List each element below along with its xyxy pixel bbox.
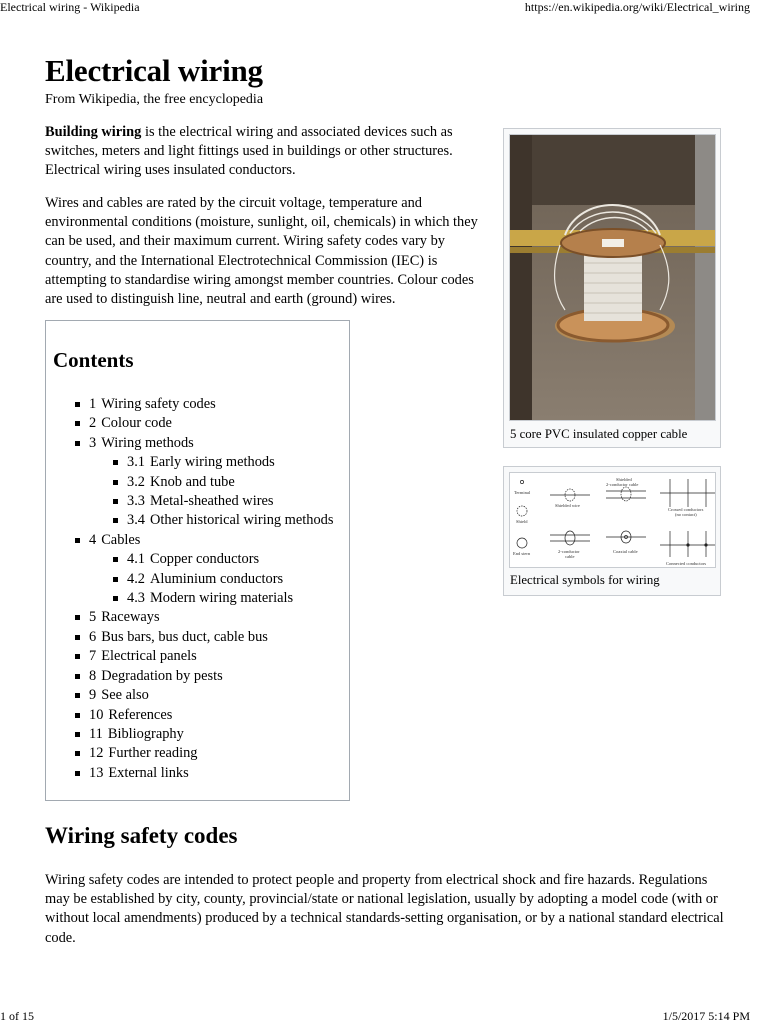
toc-item[interactable]: [75, 589, 350, 608]
toc-item-number: 1: [89, 396, 97, 412]
symbol-label-no-contact: (no contact): [675, 512, 697, 517]
bullet-icon: [75, 674, 80, 679]
symbol-label-coaxial: Coaxial cable: [613, 549, 638, 554]
section-paragraph-wiring-safety-codes: Wiring safety codes are intended to protect people and property from electrical shock and fire hazards. Regulations may be established by city, county, provincial/state or national legislation, usually by adopting a model code (with or without local amendments) produced by a technical standards-setting organisation, or by a national standard electrical code.: [45, 872, 724, 946]
toc-item-number: 12: [89, 745, 104, 762]
toc-item[interactable]: [75, 686, 350, 705]
toc-item-label[interactable]: External links: [108, 764, 189, 781]
cable-photo[interactable]: [509, 134, 716, 421]
symbol-label-terminal: Terminal: [514, 490, 531, 495]
intro-paragraph: [45, 123, 490, 181]
toc-item[interactable]: [75, 453, 350, 472]
toc-item-label[interactable]: See also: [101, 687, 149, 704]
toc-item-number: 9: [89, 687, 97, 704]
section-heading-wiring-safety-codes: Wiring safety codes: [45, 823, 238, 848]
bullet-icon: [113, 596, 118, 601]
toc-item-label[interactable]: Modern wiring materials: [150, 590, 294, 607]
bullet-icon: [75, 732, 80, 737]
toc-item-number: 10: [89, 706, 104, 723]
toc-item-number: 3.2: [127, 473, 145, 490]
bullet-icon: [113, 480, 118, 485]
symbols-diagram[interactable]: [509, 472, 716, 568]
symbol-label-two-conductor: 2-conductor: [558, 549, 580, 554]
toc-item-number: 4.3: [127, 590, 145, 607]
page-count: 1 of 15: [0, 1009, 34, 1023]
toc-item-label[interactable]: Further reading: [108, 745, 198, 762]
symbol-label-shielded: Shielded: [616, 477, 632, 482]
toc-item-label[interactable]: Knob and tube: [150, 473, 235, 490]
print-datetime: 1/5/2017 5:14 PM: [662, 1009, 750, 1023]
toc-item-number: 5: [89, 609, 97, 626]
symbol-label-connected: Connected conductors: [666, 561, 707, 566]
toc-item-number: 3.3: [127, 493, 145, 510]
page-title: Electrical wiring: [45, 53, 263, 88]
toc-item[interactable]: [75, 764, 350, 783]
wiring-symbols-image: [510, 473, 716, 568]
symbol-label-cable: cable: [565, 554, 575, 559]
symbols-figure: [503, 466, 721, 596]
toc-item-number: 4: [89, 531, 97, 548]
toc-item-number: 2: [89, 415, 97, 432]
toc-item[interactable]: [75, 434, 350, 453]
toc-item[interactable]: [75, 647, 350, 666]
toc-item[interactable]: [75, 395, 350, 414]
symbols-caption: Electrical symbols for wiring: [510, 573, 660, 587]
toc-item[interactable]: [75, 667, 350, 686]
bullet-icon: [113, 557, 118, 562]
toc-item-number: 3.4: [127, 512, 145, 529]
toc-item[interactable]: [75, 473, 350, 492]
intro-text: is the electrical wiring and associated devices such as switches, meters and light fittings used in buildings or other structures. Electrical wiring uses insulated conductors.: [45, 124, 453, 179]
toc-item-number: 3.1: [127, 454, 145, 471]
bullet-icon: [75, 693, 80, 698]
toc-item-label[interactable]: Wiring safety codes: [101, 396, 216, 412]
cable-caption: 5 core PVC insulated copper cable: [510, 427, 688, 441]
toc-item-number: 4.1: [127, 551, 145, 568]
toc-item-label[interactable]: Raceways: [101, 609, 160, 626]
cable-reel-image: [510, 135, 716, 421]
toc-item-label[interactable]: Copper conductors: [150, 551, 260, 568]
bullet-icon: [113, 577, 118, 582]
bullet-icon: [75, 635, 80, 640]
toc-item-label[interactable]: Degradation by pests: [101, 667, 223, 684]
toc-item[interactable]: [75, 511, 350, 530]
toc-item-label[interactable]: Wiring methods: [101, 434, 194, 451]
cable-figure: [503, 128, 721, 448]
toc-item[interactable]: [75, 628, 350, 647]
toc-item-label[interactable]: Other historical wiring methods: [150, 512, 334, 529]
toc-item-number: 7: [89, 648, 97, 665]
toc-item[interactable]: [75, 531, 350, 550]
intro-bold-term: Building wiring: [45, 124, 142, 140]
toc-item-label[interactable]: Metal-sheathed wires: [150, 493, 274, 510]
bullet-icon: [75, 421, 80, 426]
symbol-label-shield: Shield: [516, 519, 528, 524]
toc-item-number: 4.2: [127, 570, 145, 587]
page-subtitle: From Wikipedia, the free encyclopedia: [45, 92, 264, 107]
toc-item[interactable]: [75, 608, 350, 627]
bullet-icon: [75, 441, 80, 446]
toc-item-label[interactable]: Cables: [101, 531, 141, 548]
bullet-icon: [75, 654, 80, 659]
bullet-icon: [113, 460, 118, 465]
symbol-label-shielded-wire: Shielded wire: [555, 503, 580, 508]
bullet-icon: [113, 499, 118, 504]
toc-item-label[interactable]: Colour code: [101, 415, 172, 432]
rating-paragraph: Wires and cables are rated by the circuit voltage, temperature and environmental conditions (moisture, sunlight, oil, chemicals) in which they can be used, and their maximum current. Wiring safety codes vary by country, and the International Electrotechnical Commission (IEC) is attempting to standardise wiring amongst member countries. Colour codes are used to distinguish line, neutral and earth (ground) wires.: [45, 195, 478, 308]
toc-item[interactable]: [75, 550, 350, 569]
toc-item-label[interactable]: Bibliography: [107, 725, 184, 742]
bullet-icon: [75, 713, 80, 718]
toc-item-label[interactable]: Bus bars, bus duct, cable bus: [101, 628, 268, 645]
toc-item[interactable]: [75, 492, 350, 511]
toc-item-number: 6: [89, 628, 97, 645]
bullet-icon: [75, 771, 80, 776]
toc-item-number: 8: [89, 667, 97, 684]
toc-item-number: 3: [89, 434, 97, 451]
toc-title: Contents: [53, 348, 134, 372]
toc-item[interactable]: [75, 725, 350, 744]
toc-item[interactable]: [75, 414, 350, 433]
browser-page-title: Electrical wiring - Wikipedia: [0, 0, 140, 14]
toc-item-label[interactable]: References: [108, 706, 173, 723]
symbol-label-shielded-cable: 2-conductor cable: [606, 482, 639, 487]
toc-item-label[interactable]: Aluminium conductors: [150, 570, 284, 587]
toc-item-label[interactable]: Electrical panels: [101, 648, 197, 665]
symbol-label-crossed: Crossed conductors: [668, 507, 704, 512]
table-of-contents: [45, 320, 350, 801]
toc-item[interactable]: [75, 570, 350, 589]
bullet-icon: [75, 538, 80, 543]
bullet-icon: [75, 402, 80, 407]
toc-item-number: 13: [89, 764, 104, 781]
symbol-label-end-stern: End stern: [513, 551, 531, 556]
toc-item[interactable]: [75, 744, 350, 763]
bullet-icon: [113, 518, 118, 523]
bullet-icon: [75, 615, 80, 620]
browser-url[interactable]: https://en.wikipedia.org/wiki/Electrical_wiring: [524, 0, 750, 14]
bullet-icon: [75, 751, 80, 756]
toc-item[interactable]: [75, 706, 350, 725]
toc-item-number: 11: [89, 725, 103, 742]
toc-list: [75, 395, 350, 783]
toc-item-label[interactable]: Early wiring methods: [150, 454, 275, 471]
